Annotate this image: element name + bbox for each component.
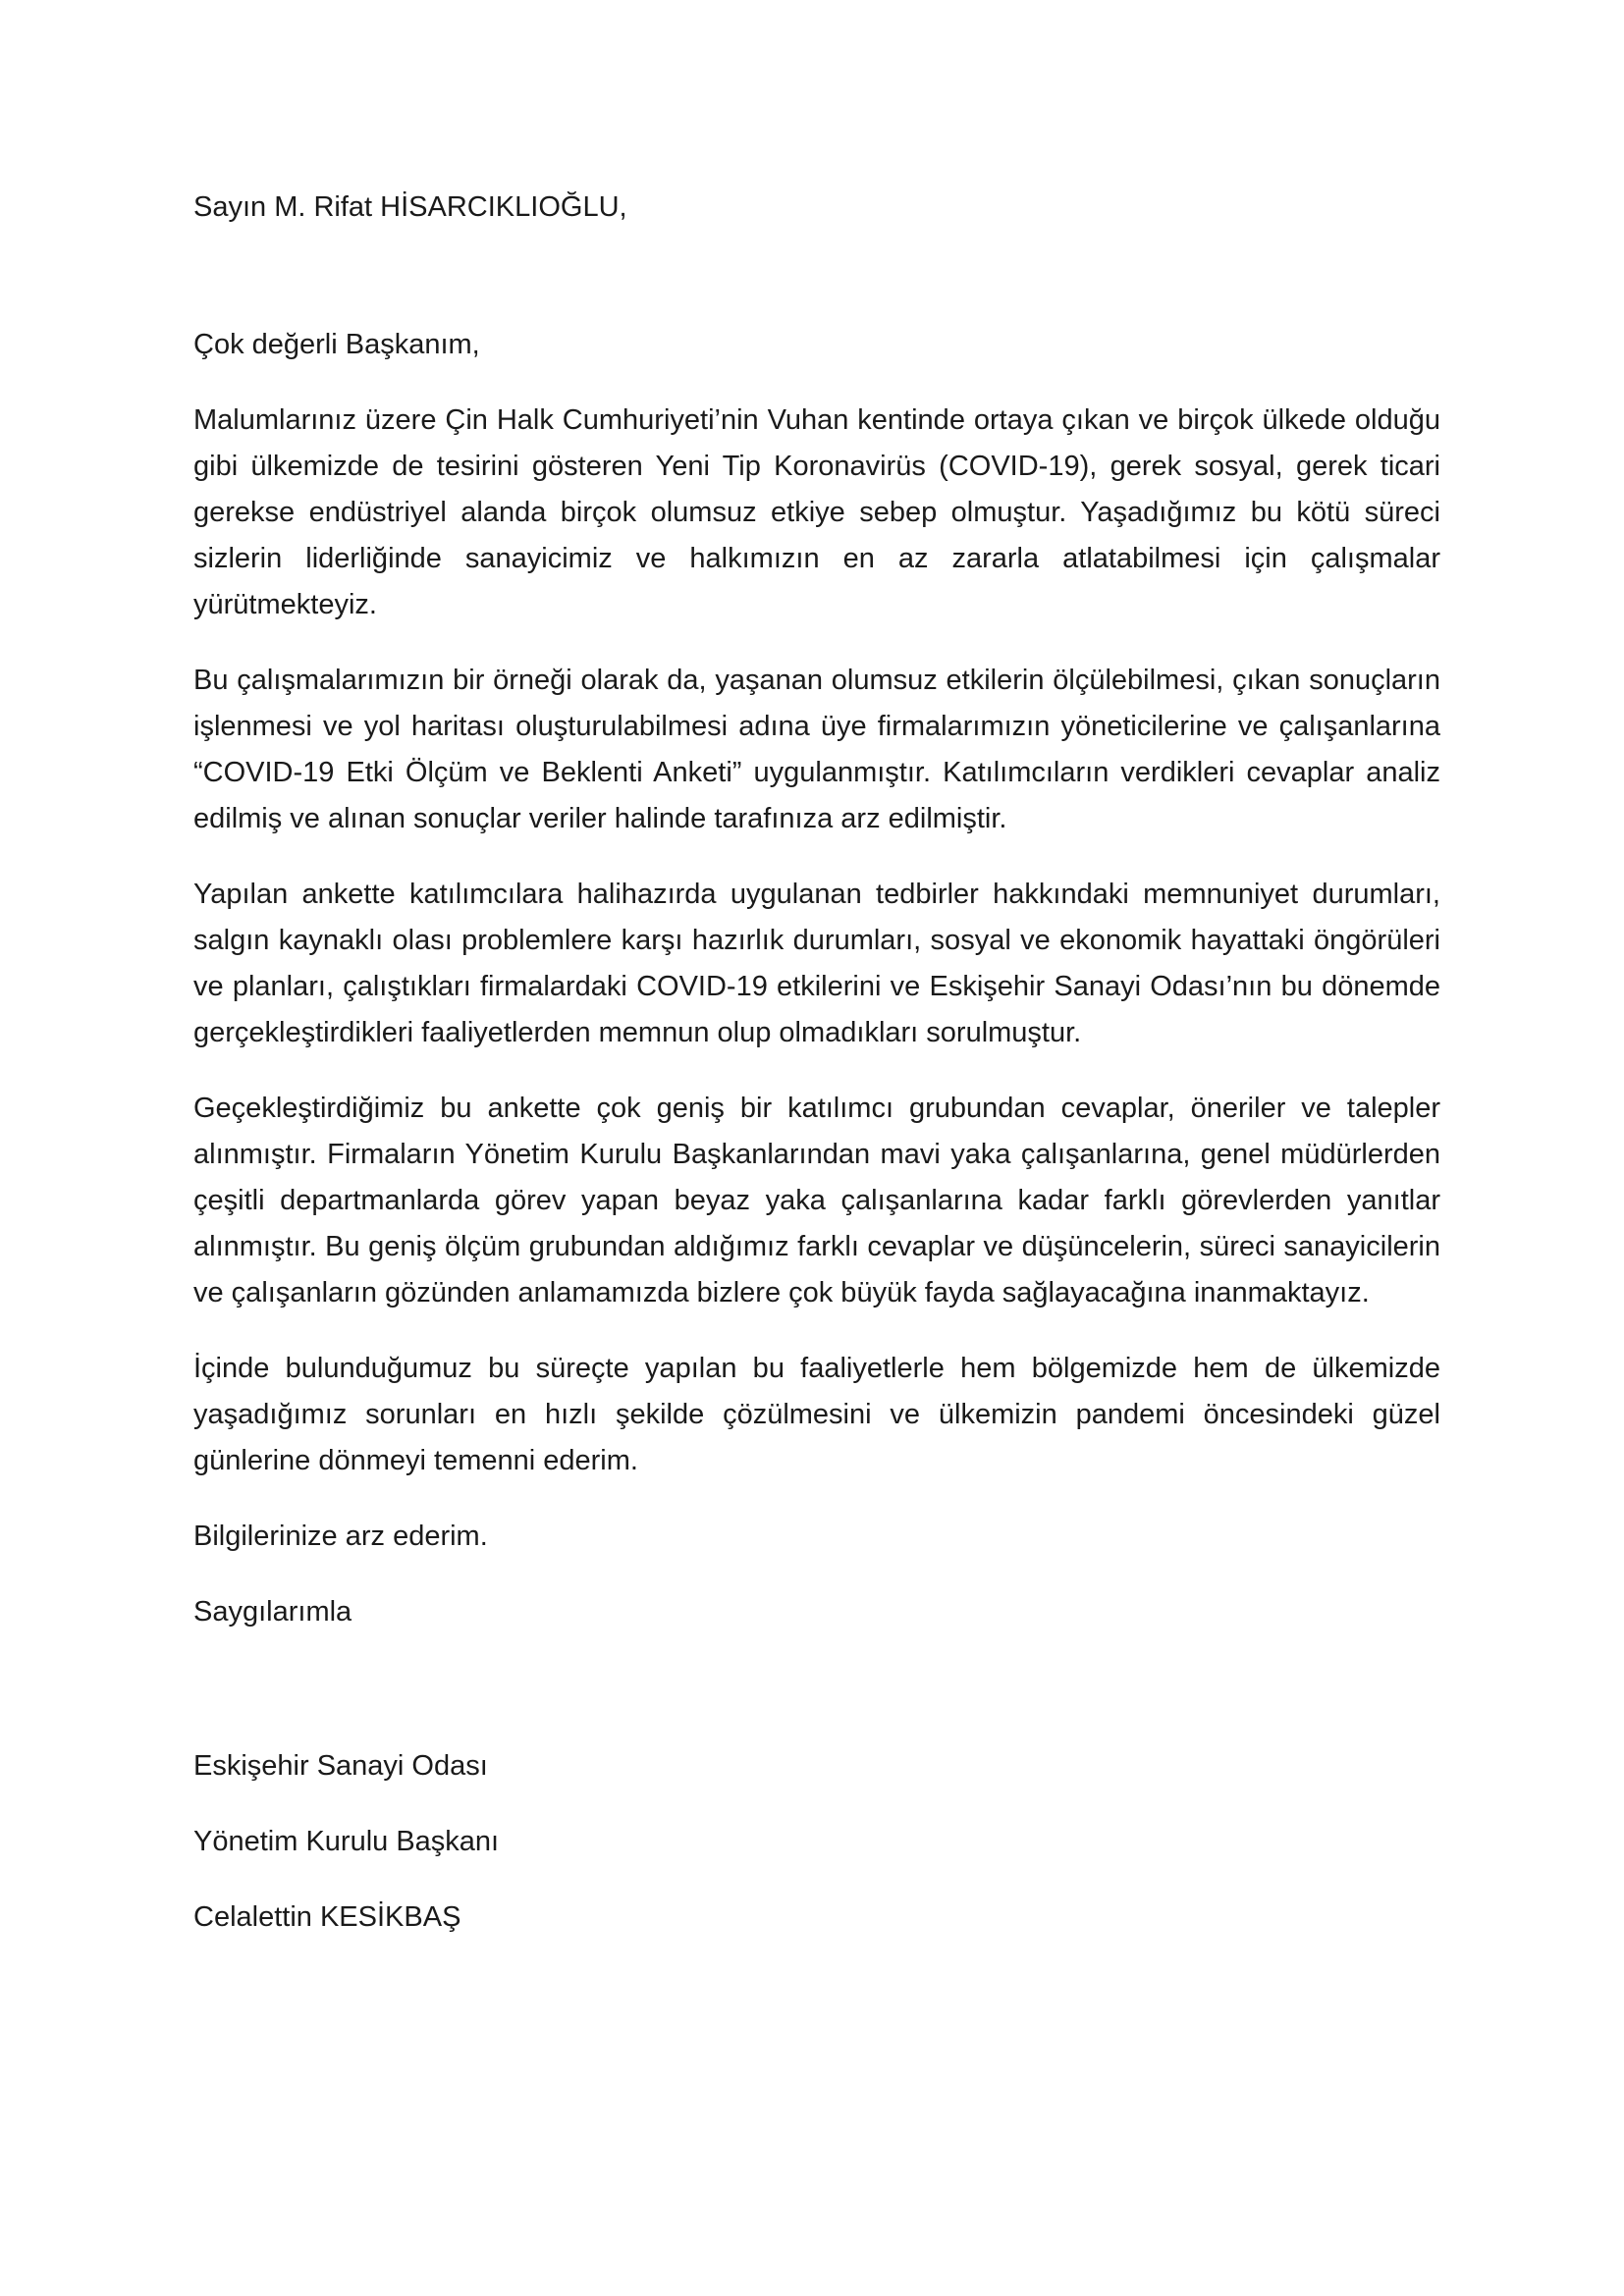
paragraph-2: Bu çalışmalarımızın bir örneği olarak da, yaşanan olumsuz etkilerin ölçülebilmesi, çıkan sonuçların işlenmesi ve yol haritası oluşturulabilmesi adına üye firmalarımızın yöneticilerine ve çalışanlarına “COVID-19 Etki Ölçüm ve Beklenti Anketi” uygulanmıştır. Katılımcıların verdikleri cevaplar analiz edilmiş ve alınan sonuçlar veriler halinde tarafınıza arz edilmiştir. [193, 665, 1440, 834]
greeting: Çok değerli Başkanım, [193, 329, 480, 360]
paragraph-3: Yapılan ankette katılımcılara halihazırda uygulanan tedbirler hakkındaki memnuniyet durumları, salgın kaynaklı olası problemlere karşı hazırlık durumları, sosyal ve ekonomik hayattaki öngörüleri ve planları, çalıştıkları firmalardaki COVID-19 etkilerini ve Eskişehir Sanayi Odası’nın bu dönemde gerçekleştirdikleri faaliyetlerden memnun olup olmadıkları sorulmuştur. [193, 879, 1440, 1048]
signature-title: Yönetim Kurulu Başkanı [193, 1826, 500, 1857]
signature-name: Celalettin KESİKBAŞ [193, 1901, 461, 1933]
salutation: Sayın M. Rifat HİSARCIKLIOĞLU, [193, 191, 627, 223]
paragraph-4: Geçekleştirdiğimiz bu ankette çok geniş bir katılımcı grubundan cevaplar, öneriler ve talepler alınmıştır. Firmaların Yönetim Kurulu Başkanlarından mavi yaka çalışanlarına, genel müdürlerden çeşitli departmanlarda görev yapan beyaz yaka çalışanlarına kadar farklı görevlerden yanıtlar alınmıştır. Bu geniş ölçüm grubundan aldığımız farklı cevaplar ve düşüncelerin, süreci sanayicilerin ve çalışanların gözünden anlamamızda bizlere çok büyük fayda sağlayacağına inanmaktayız. [193, 1093, 1440, 1308]
signature-organization: Eskişehir Sanayi Odası [193, 1750, 488, 1782]
info-line: Bilgilerinize arz ederim. [193, 1521, 488, 1552]
closing: Saygılarımla [193, 1596, 352, 1628]
signature-block [193, 1743, 1440, 1941]
letter-page [193, 185, 1440, 1970]
paragraph-5: İçinde bulunduğumuz bu süreçte yapılan bu faaliyetlerle hem bölgemizde hem de ülkemizde yaşadığımız sorunları en hızlı şekilde çözülmesini ve ülkemizin pandemi öncesindeki güzel günlerine dönmeyi temenni ederim. [193, 1353, 1440, 1476]
paragraph-1: Malumlarınız üzere Çin Halk Cumhuriyeti’nin Vuhan kentinde ortaya çıkan ve birçok ülkede olduğu gibi ülkemizde de tesirini gösteren Yeni Tip Koronavirüs (COVID-19), gerek sosyal, gerek ticari gerekse endüstriyel alanda birçok olumsuz etkiye sebep olmuştur. Yaşadığımız bu kötü süreci sizlerin liderliğinde sanayicimiz ve halkımızın en az zararla atlatabilmesi için çalışmalar yürütmekteyiz. [193, 404, 1440, 620]
